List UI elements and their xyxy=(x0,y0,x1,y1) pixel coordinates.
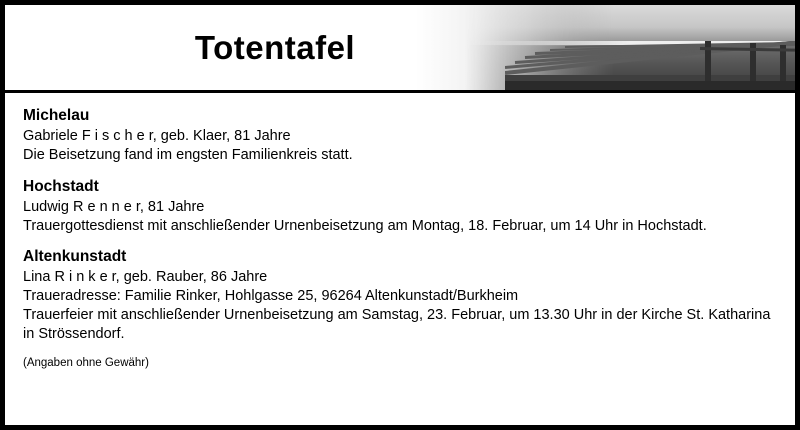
page-title: Totentafel xyxy=(194,28,356,66)
entry-place: Altenkunstadt xyxy=(23,248,127,266)
entry-place: Hochstadt xyxy=(23,177,99,195)
entry-line: Ludwig R e n n e r, 81 Jahre xyxy=(23,198,205,215)
obituary-entry xyxy=(23,178,777,236)
disclaimer-note: (Angaben ohne Gewähr) xyxy=(23,356,149,369)
obituary-entry xyxy=(23,248,777,343)
jetty-structure xyxy=(505,41,795,90)
entry-line: Trauergottesdienst mit anschließender Urnenbeisetzung am Montag, 18. Februar, um 14 Uhr in Hochstadt. xyxy=(23,217,707,234)
entry-place: Michelau xyxy=(23,107,90,124)
entry-line: Gabriele F i s c h e r, geb. Klaer, 81 Jahre xyxy=(23,128,291,144)
obituary-list xyxy=(5,93,795,375)
obituary-entry xyxy=(23,107,777,165)
entry-line: Lina R i n k e r, geb. Rauber, 86 Jahre xyxy=(23,269,268,286)
entry-line: Die Beisetzung fand im engsten Familienkreis statt. xyxy=(23,146,353,163)
entry-line: Traueradresse: Familie Rinker, Hohlgasse 25, 96264 Altenkunstadt/Burkheim xyxy=(23,288,519,305)
header-banner xyxy=(5,5,795,93)
entry-line: Trauerfeier mit anschließender Urnenbeisetzung am Samstag, 23. Februar, um 13.30 Uhr in der Kirche St. Katharina in Strössendorf. xyxy=(23,307,771,342)
